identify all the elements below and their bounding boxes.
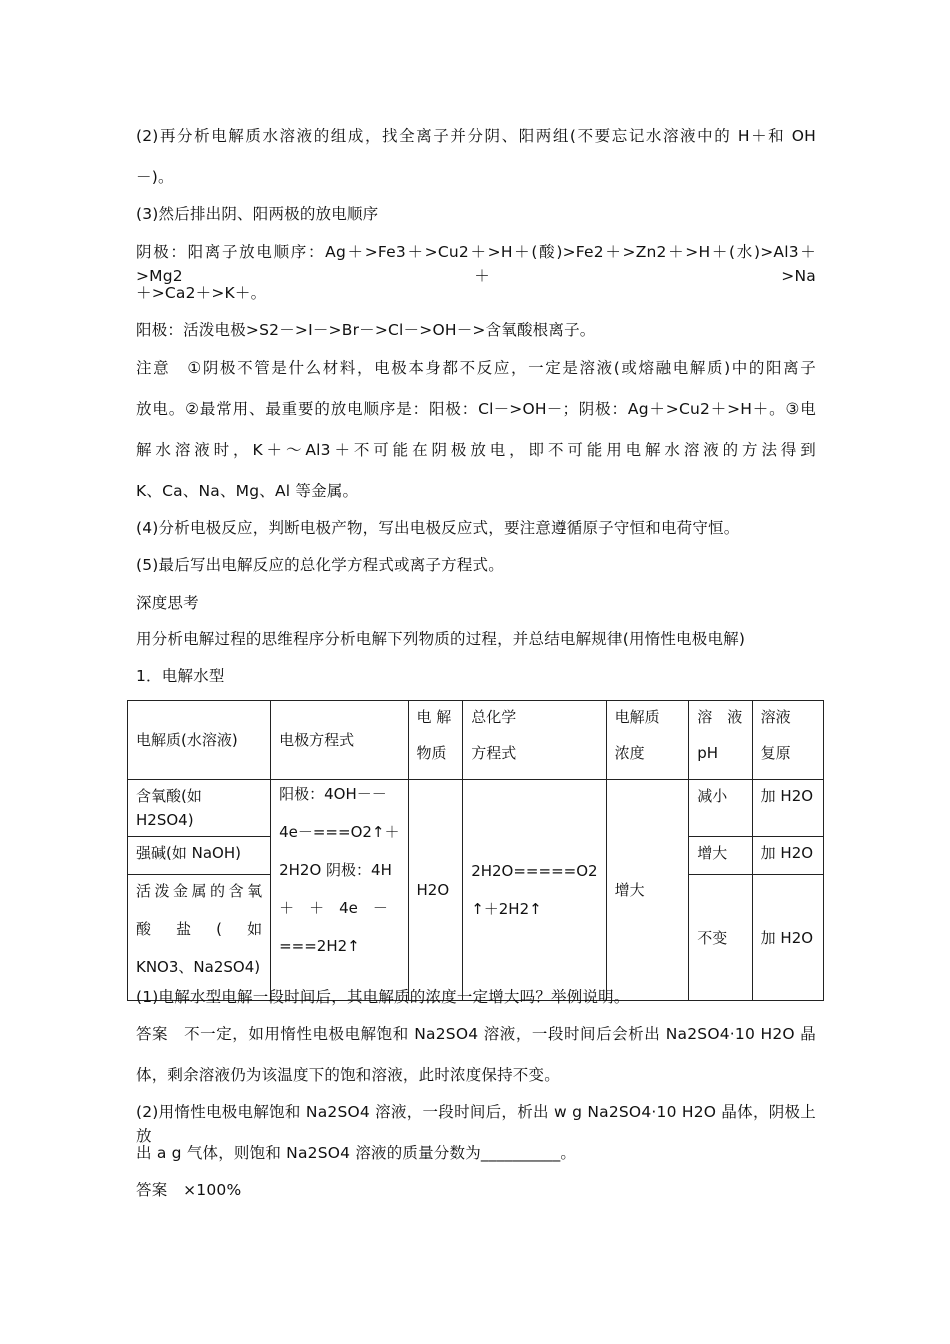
cell-active-metal-salt: 活泼金属的含氧 酸 盐 ( 如 KNO3、Na2SO4) (128, 875, 271, 1001)
answer-1-line-2: 体，剩余溶液仍为该温度下的饱和溶液，此时浓度保持不变。 (136, 1066, 560, 1084)
question-1: (1)电解水型电解一段时间后，其电解质的浓度一定增大吗？举例说明。 (136, 988, 630, 1006)
cell-restore-1: 加 H2O (752, 780, 823, 837)
header-restore: 溶液 复原 (752, 701, 823, 780)
note-line-3: 解水溶液时，K＋～Al3＋不可能在阴极放电，即不可能用电解水溶液的方法得到 (136, 441, 816, 459)
subheading-water-electrolysis: 1．电解水型 (136, 667, 225, 685)
note-line-2: 放电。②最常用、最重要的放电顺序是：阳极：Cl－>OH－；阴极：Ag＋>Cu2＋>H＋。③电 (136, 400, 816, 418)
header-electrolyzed-substance: 电 解 物质 (408, 701, 463, 780)
answer-1-line-1: 答案 不一定，如用惰性电极电解饱和 Na2SO4 溶液，一段时间后会析出 Na2SO4·10 H2O 晶 (136, 1025, 816, 1043)
header-total-equation: 总化学 方程式 (463, 701, 606, 780)
cell-total-equation: 2H2O=====O2 ↑＋2H2↑ (463, 780, 606, 1001)
paragraph-total-equation: (5)最后写出电解反应的总化学方程式或离子方程式。 (136, 556, 504, 574)
cell-ph-1: 减小 (689, 780, 752, 837)
answer-2: 答案 ×100% (136, 1181, 242, 1199)
paragraph-discharge-order: (3)然后排出阴、阳两极的放电顺序 (136, 205, 379, 223)
cell-concentration: 增大 (606, 780, 689, 1001)
cell-ph-3: 不变 (689, 875, 752, 1001)
cell-oxyacid: 含氧酸(如 H2SO4) (128, 780, 271, 837)
paragraph-anode-order: 阳极：活泼电极>S2－>I－>Br－>Cl－>OH－>含氧酸根离子。 (136, 321, 596, 339)
header-concentration: 电解质 浓度 (606, 701, 689, 780)
paragraph-cathode-order: 阴极：阳离子放电顺序：Ag＋>Fe3＋>Cu2＋>H＋(酸)>Fe2＋>Zn2＋>H＋(水)>Al3＋>Mg2＋>Na (136, 243, 816, 285)
note-line-1: 注意 ①阴极不管是什么材料，电极本身都不反应，一定是溶液(或熔融电解质)中的阳离子 (136, 359, 816, 377)
cell-restore-2: 加 H2O (752, 837, 823, 875)
header-electrolyte: 电解质(水溶液) (128, 701, 271, 780)
table-row (128, 780, 824, 837)
cell-strong-base: 强碱(如 NaOH) (128, 837, 271, 875)
question-2-line-2: 出 a g 气体，则饱和 Na2SO4 溶液的质量分数为__________。 (136, 1144, 577, 1162)
cell-electrode-equation: 阳极：4OH－－ 4e－===O2↑＋ 2H2O 阴极：4H ＋ ＋ 4e － ===2H2↑ (271, 780, 408, 1001)
paragraph-analyze-composition-cont: －)。 (136, 168, 174, 186)
section-heading-deep-thinking: 深度思考 (136, 594, 199, 612)
question-2-line-1: (2)用惰性电极电解饱和 Na2SO4 溶液，一段时间后，析出 w g Na2SO4·10 H2O 晶体，阴极上放 (136, 1103, 816, 1145)
paragraph-analyze-composition: (2)再分析电解质水溶液的组成，找全离子并分阴、阳两组(不要忘记水溶液中的 H＋和 OH (136, 127, 816, 145)
paragraph-cathode-order-cont: ＋>Ca2＋>K＋。 (136, 284, 267, 302)
table-header-row (128, 701, 824, 780)
header-ph: 溶 液 pH (689, 701, 752, 780)
note-line-4: K、Ca、Na、Mg、Al 等金属。 (136, 482, 359, 500)
cell-restore-3: 加 H2O (752, 875, 823, 1001)
cell-substance: H2O (408, 780, 463, 1001)
paragraph-task-intro: 用分析电解过程的思维程序分析电解下列物质的过程，并总结电解规律(用惰性电极电解) (136, 630, 746, 648)
paragraph-electrode-reaction: (4)分析电极反应，判断电极产物，写出电极反应式，要注意遵循原子守恒和电荷守恒。 (136, 519, 740, 537)
header-electrode-equation: 电极方程式 (271, 701, 408, 780)
electrolysis-table (127, 700, 824, 1001)
cell-ph-2: 增大 (689, 837, 752, 875)
